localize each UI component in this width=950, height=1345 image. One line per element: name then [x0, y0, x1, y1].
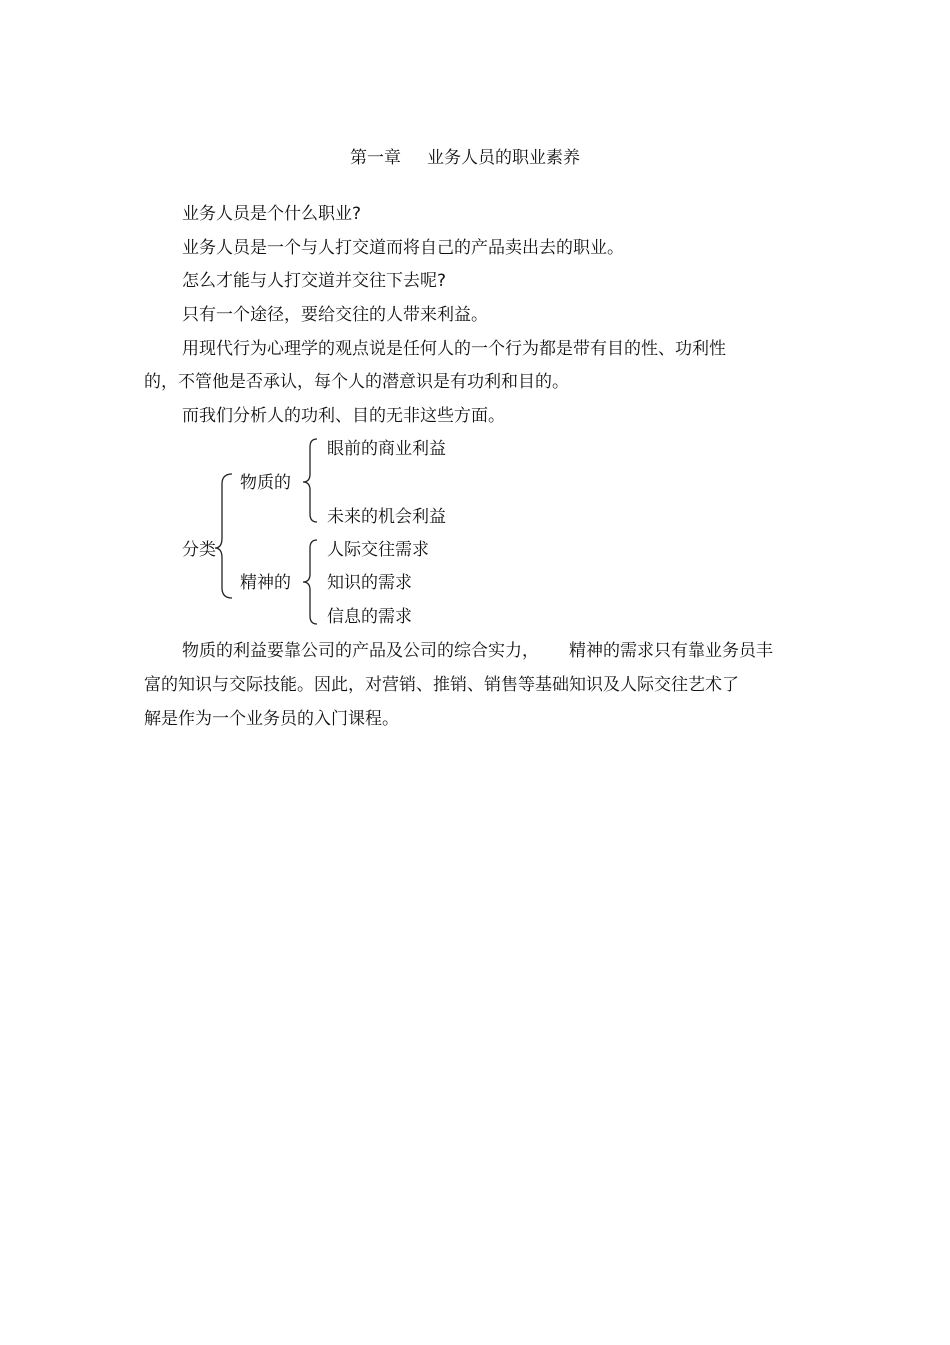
root-brace: [215, 474, 232, 598]
closing-line-1-part-1: 物质的利益要靠公司的产品及公司的综合实力，: [182, 641, 539, 661]
chapter-number: 第一章: [350, 148, 401, 168]
closing-line-3: 解是作为一个业务员的入门课程。: [144, 709, 399, 729]
material-brace: [303, 439, 317, 522]
paragraph-answer-1: 业务人员是一个与人打交道而将自己的产品卖出去的职业。: [182, 238, 624, 258]
paragraph-psychology-line-1: 用现代行为心理学的观点说是任何人的一个行为都是带有目的性、功利性: [182, 339, 726, 359]
chapter-title: [350, 148, 580, 168]
chapter-heading: 业务人员的职业素养: [427, 148, 580, 168]
closing-line-1-part-2: 精神的需求只有靠业务员丰: [569, 641, 773, 661]
spiritual-category-label: 精神的: [240, 573, 291, 593]
paragraph-question-1: 业务人员是个什么职业?: [182, 204, 362, 224]
paragraph-analysis-intro: 而我们分析人的功利、目的无非这些方面。: [182, 406, 505, 426]
material-item-future-opportunity: 未来的机会利益: [327, 507, 446, 527]
spiritual-brace: [303, 540, 317, 624]
classification-root-label: 分类: [182, 540, 216, 560]
spiritual-item-information: 信息的需求: [327, 607, 412, 627]
closing-line-1: [182, 641, 773, 661]
paragraph-answer-2: 只有一个途径，要给交往的人带来利益。: [182, 305, 488, 325]
material-category-label: 物质的: [240, 473, 291, 493]
spiritual-item-social: 人际交往需求: [327, 540, 429, 560]
closing-line-2: 富的知识与交际技能。因此，对营销、推销、销售等基础知识及人际交往艺术了: [144, 675, 739, 695]
paragraph-question-2: 怎么才能与人打交道并交往下去呢?: [182, 271, 447, 291]
paragraph-psychology-line-2: 的，不管他是否承认，每个人的潜意识是有功利和目的。: [144, 372, 569, 392]
spiritual-item-knowledge: 知识的需求: [327, 573, 412, 593]
material-item-current-business: 眼前的商业利益: [327, 439, 446, 459]
